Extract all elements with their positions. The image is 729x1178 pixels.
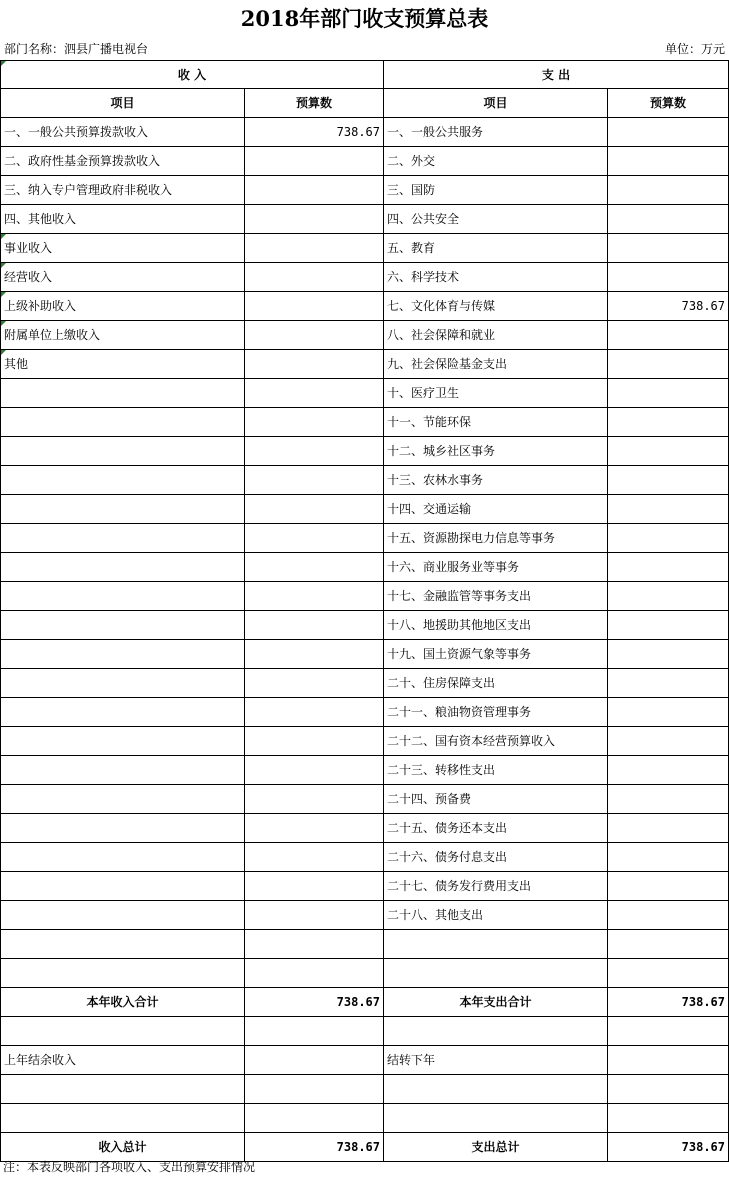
income-budget-cell[interactable]: 738.67 — [245, 118, 384, 147]
expense-item-cell[interactable]: 十、医疗卫生 — [384, 379, 608, 408]
income-budget-cell[interactable] — [245, 466, 384, 495]
table-row — [1, 1075, 729, 1104]
expense-total-value[interactable]: 738.67 — [608, 988, 729, 1017]
table-row — [1, 669, 729, 698]
income-budget-cell[interactable] — [245, 437, 384, 466]
expense-budget-cell[interactable] — [608, 379, 729, 408]
expense-budget-cell[interactable] — [608, 959, 729, 988]
expense-item-cell[interactable]: 二十六、债务付息支出 — [384, 843, 608, 872]
table-row — [1, 959, 729, 988]
year-total-row — [1, 988, 729, 1017]
expense-item-cell[interactable]: 十二、城乡社区事务 — [384, 437, 608, 466]
expense-budget-cell[interactable] — [608, 408, 729, 437]
expense-item-cell[interactable]: 八、社会保障和就业 — [384, 321, 608, 350]
expense-item-cell[interactable]: 二十五、债务还本支出 — [384, 814, 608, 843]
table-row — [1, 1104, 729, 1133]
section-header-row — [1, 61, 729, 89]
income-total-value[interactable]: 738.67 — [245, 988, 384, 1017]
income-item-cell[interactable] — [1, 495, 245, 524]
expense-budget-cell[interactable] — [608, 321, 729, 350]
income-item-cell[interactable]: 四、其他收入 — [1, 205, 245, 234]
expense-item-cell[interactable]: 结转下年 — [384, 1046, 608, 1075]
income-item-header[interactable]: 项目 — [1, 89, 245, 118]
table-row — [1, 553, 729, 582]
expense-budget-cell[interactable] — [608, 176, 729, 205]
income-section-header[interactable]: 收 入 — [1, 61, 384, 89]
income-item-cell[interactable] — [1, 1075, 245, 1104]
table-row — [1, 176, 729, 205]
table-row — [1, 640, 729, 669]
expense-item-cell[interactable]: 二十四、预备费 — [384, 785, 608, 814]
income-budget-header[interactable]: 预算数 — [245, 89, 384, 118]
income-item-cell[interactable] — [1, 872, 245, 901]
income-item-cell[interactable] — [1, 524, 245, 553]
table-row — [1, 263, 729, 292]
expense-item-cell[interactable]: 九、社会保险基金支出 — [384, 350, 608, 379]
table-row — [1, 698, 729, 727]
table-row — [1, 901, 729, 930]
income-item-cell[interactable] — [1, 553, 245, 582]
expense-item-cell[interactable]: 二十七、债务发行费用支出 — [384, 872, 608, 901]
expense-budget-cell[interactable] — [608, 669, 729, 698]
income-budget-cell[interactable] — [245, 292, 384, 321]
income-budget-cell[interactable] — [245, 1046, 384, 1075]
income-item-cell[interactable]: 一、一般公共预算拨款收入 — [1, 118, 245, 147]
income-item-cell[interactable] — [1, 582, 245, 611]
carry-over-row — [1, 1046, 729, 1075]
expense-budget-cell[interactable] — [608, 524, 729, 553]
income-item-cell[interactable] — [1, 640, 245, 669]
income-budget-cell[interactable] — [245, 234, 384, 263]
table-row — [1, 495, 729, 524]
expense-item-cell[interactable]: 十六、商业服务业等事务 — [384, 553, 608, 582]
expense-item-cell[interactable]: 二十三、转移性支出 — [384, 756, 608, 785]
expense-budget-cell[interactable] — [608, 350, 729, 379]
expense-budget-cell[interactable]: 738.67 — [608, 292, 729, 321]
income-budget-cell[interactable] — [245, 959, 384, 988]
expense-item-cell[interactable]: 二十一、粮油物资管理事务 — [384, 698, 608, 727]
income-budget-cell[interactable] — [245, 263, 384, 292]
income-budget-cell[interactable] — [245, 408, 384, 437]
expense-budget-cell[interactable] — [608, 234, 729, 263]
table-row — [1, 321, 729, 350]
income-item-cell[interactable]: 上级补助收入 — [1, 292, 245, 321]
expense-budget-cell[interactable] — [608, 205, 729, 234]
income-item-cell[interactable] — [1, 727, 245, 756]
income-total-label[interactable]: 收入总计 — [1, 1133, 245, 1162]
table-row — [1, 292, 729, 321]
income-budget-cell[interactable] — [245, 901, 384, 930]
income-budget-cell[interactable] — [245, 1104, 384, 1133]
table-row — [1, 843, 729, 872]
expense-item-cell[interactable]: 十三、农林水事务 — [384, 466, 608, 495]
income-item-cell[interactable] — [1, 756, 245, 785]
expense-budget-cell[interactable] — [608, 437, 729, 466]
income-item-cell[interactable] — [1, 611, 245, 640]
income-item-cell[interactable] — [1, 466, 245, 495]
income-budget-cell[interactable] — [245, 611, 384, 640]
expense-item-cell[interactable]: 三、国防 — [384, 176, 608, 205]
income-item-cell[interactable]: 附属单位上缴收入 — [1, 321, 245, 350]
income-budget-cell[interactable] — [245, 147, 384, 176]
expense-budget-cell[interactable] — [608, 118, 729, 147]
expense-budget-cell[interactable] — [608, 640, 729, 669]
expense-budget-cell[interactable] — [608, 727, 729, 756]
expense-item-header[interactable]: 项目 — [384, 89, 608, 118]
income-budget-cell[interactable] — [245, 350, 384, 379]
expense-budget-cell[interactable] — [608, 1075, 729, 1104]
income-item-cell[interactable] — [1, 408, 245, 437]
table-row — [1, 408, 729, 437]
expense-budget-cell[interactable] — [608, 553, 729, 582]
income-budget-cell[interactable] — [245, 553, 384, 582]
expense-budget-cell[interactable] — [608, 872, 729, 901]
grand-total-row — [1, 1133, 729, 1162]
income-budget-cell[interactable] — [245, 1017, 384, 1046]
expense-item-cell[interactable]: 十九、国土资源气象等事务 — [384, 640, 608, 669]
expense-budget-cell[interactable] — [608, 582, 729, 611]
expense-item-cell[interactable]: 二十二、国有资本经营预算收入 — [384, 727, 608, 756]
expense-budget-cell[interactable] — [608, 1046, 729, 1075]
table-row — [1, 524, 729, 553]
table-row — [1, 379, 729, 408]
expense-item-cell[interactable]: 二、外交 — [384, 147, 608, 176]
expense-item-cell[interactable] — [384, 1104, 608, 1133]
expense-item-cell[interactable]: 五、教育 — [384, 234, 608, 263]
income-item-cell[interactable] — [1, 1017, 245, 1046]
income-item-cell[interactable] — [1, 437, 245, 466]
expense-item-cell[interactable]: 十四、交通运输 — [384, 495, 608, 524]
table-row — [1, 785, 729, 814]
income-budget-cell[interactable] — [245, 698, 384, 727]
table-row — [1, 1017, 729, 1046]
income-budget-cell[interactable] — [245, 930, 384, 959]
expense-total-label[interactable]: 支出总计 — [384, 1133, 608, 1162]
income-budget-cell[interactable] — [245, 640, 384, 669]
footnote: 注：本表反映部门各项收入、支出预算安排情况 — [3, 1160, 256, 1174]
income-item-cell[interactable]: 上年结余收入 — [1, 1046, 245, 1075]
table-row — [1, 234, 729, 263]
expense-budget-cell[interactable] — [608, 843, 729, 872]
expense-item-cell[interactable]: 二十八、其他支出 — [384, 901, 608, 930]
income-budget-cell[interactable] — [245, 727, 384, 756]
expense-item-cell[interactable]: 十七、金融监管等事务支出 — [384, 582, 608, 611]
table-row — [1, 205, 729, 234]
expense-item-cell[interactable]: 十一、节能环保 — [384, 408, 608, 437]
expense-total-value[interactable]: 738.67 — [608, 1133, 729, 1162]
table-row — [1, 350, 729, 379]
budget-table — [0, 60, 729, 1162]
expense-item-cell[interactable]: 十五、资源勘探电力信息等事务 — [384, 524, 608, 553]
expense-budget-cell[interactable] — [608, 495, 729, 524]
income-item-cell[interactable] — [1, 1104, 245, 1133]
unit-label: 单位：万元 — [664, 42, 725, 56]
table-row — [1, 872, 729, 901]
expense-budget-header[interactable]: 预算数 — [608, 89, 729, 118]
income-budget-cell[interactable] — [245, 176, 384, 205]
expense-budget-cell[interactable] — [608, 785, 729, 814]
income-budget-cell[interactable] — [245, 872, 384, 901]
expense-budget-cell[interactable] — [608, 466, 729, 495]
income-budget-cell[interactable] — [245, 1075, 384, 1104]
table-row — [1, 930, 729, 959]
table-row — [1, 582, 729, 611]
column-header-row — [1, 89, 729, 118]
income-budget-cell[interactable] — [245, 785, 384, 814]
table-row — [1, 756, 729, 785]
page-title: 2018年部门收支预算总表 — [240, 6, 489, 31]
income-item-cell[interactable] — [1, 379, 245, 408]
income-budget-cell[interactable] — [245, 524, 384, 553]
income-item-cell[interactable]: 事业收入 — [1, 234, 245, 263]
income-total-value[interactable]: 738.67 — [245, 1133, 384, 1162]
expense-item-cell[interactable]: 二十、住房保障支出 — [384, 669, 608, 698]
expense-item-cell[interactable]: 六、科学技术 — [384, 263, 608, 292]
income-item-cell[interactable] — [1, 930, 245, 959]
income-budget-cell[interactable] — [245, 582, 384, 611]
income-budget-cell[interactable] — [245, 843, 384, 872]
expense-total-label[interactable]: 本年支出合计 — [384, 988, 608, 1017]
table-row — [1, 466, 729, 495]
income-budget-cell[interactable] — [245, 321, 384, 350]
expense-budget-cell[interactable] — [608, 611, 729, 640]
income-budget-cell[interactable] — [245, 495, 384, 524]
expense-item-cell[interactable]: 四、公共安全 — [384, 205, 608, 234]
income-item-cell[interactable] — [1, 669, 245, 698]
expense-budget-cell[interactable] — [608, 814, 729, 843]
table-row — [1, 727, 729, 756]
income-budget-cell[interactable] — [245, 379, 384, 408]
expense-budget-cell[interactable] — [608, 698, 729, 727]
expense-budget-cell[interactable] — [608, 1104, 729, 1133]
table-row — [1, 611, 729, 640]
table-row — [1, 118, 729, 147]
expense-budget-cell[interactable] — [608, 930, 729, 959]
expense-budget-cell[interactable] — [608, 147, 729, 176]
income-item-cell[interactable] — [1, 698, 245, 727]
table-row — [1, 814, 729, 843]
income-item-cell[interactable] — [1, 901, 245, 930]
expense-item-cell[interactable]: 一、一般公共服务 — [384, 118, 608, 147]
expense-item-cell[interactable] — [384, 959, 608, 988]
expense-budget-cell[interactable] — [608, 1017, 729, 1046]
income-item-cell[interactable]: 其他 — [1, 350, 245, 379]
income-item-cell[interactable]: 经营收入 — [1, 263, 245, 292]
expense-budget-cell[interactable] — [608, 901, 729, 930]
table-row — [1, 437, 729, 466]
expense-item-cell[interactable] — [384, 930, 608, 959]
income-budget-cell[interactable] — [245, 756, 384, 785]
income-budget-cell[interactable] — [245, 205, 384, 234]
income-total-label[interactable]: 本年收入合计 — [1, 988, 245, 1017]
income-item-cell[interactable] — [1, 843, 245, 872]
income-budget-cell[interactable] — [245, 814, 384, 843]
income-budget-cell[interactable] — [245, 669, 384, 698]
expense-budget-cell[interactable] — [608, 756, 729, 785]
income-item-cell[interactable] — [1, 785, 245, 814]
income-item-cell[interactable]: 二、政府性基金预算拨款收入 — [1, 147, 245, 176]
expense-budget-cell[interactable] — [608, 263, 729, 292]
income-item-cell[interactable]: 三、纳入专户管理政府非税收入 — [1, 176, 245, 205]
expense-item-cell[interactable] — [384, 1075, 608, 1104]
income-item-cell[interactable] — [1, 959, 245, 988]
expense-item-cell[interactable] — [384, 1017, 608, 1046]
expense-section-header[interactable]: 支 出 — [384, 61, 729, 89]
expense-item-cell[interactable]: 十八、地援助其他地区支出 — [384, 611, 608, 640]
department-name: 部门名称：泗县广播电视台 — [4, 42, 149, 56]
expense-item-cell[interactable]: 七、文化体育与传媒 — [384, 292, 608, 321]
table-row — [1, 147, 729, 176]
income-item-cell[interactable] — [1, 814, 245, 843]
